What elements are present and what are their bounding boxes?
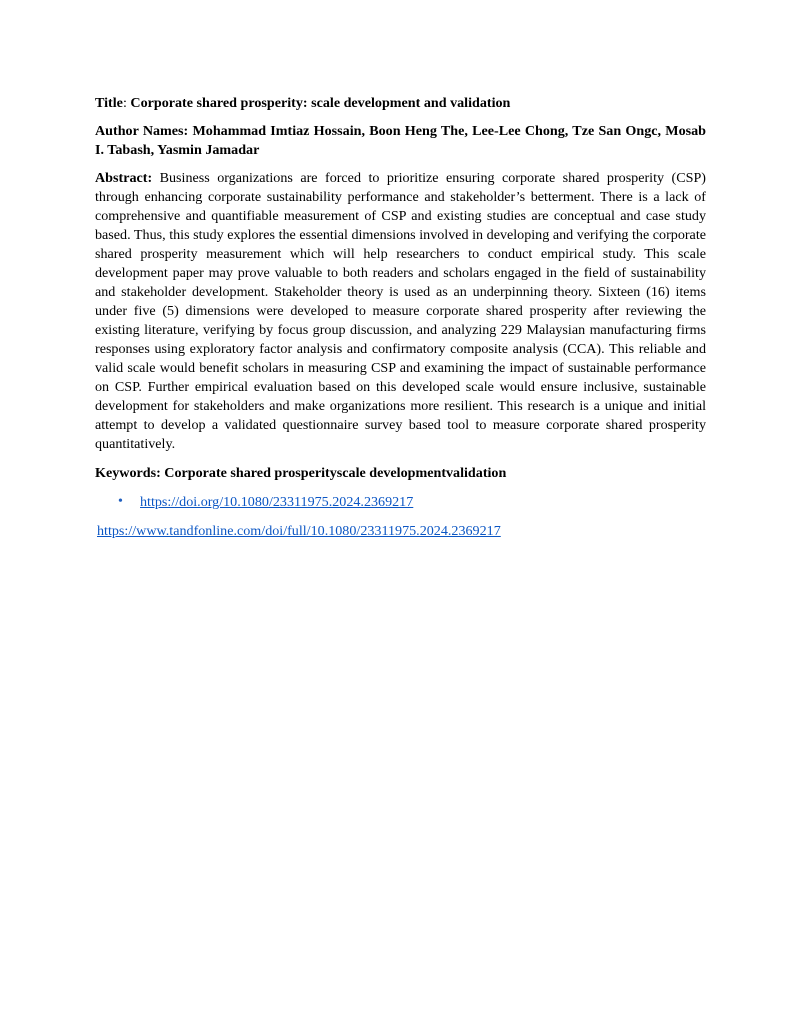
abstract-text: Business organizations are forced to prioritize ensuring corporate shared prosperity (CSP) through enhancing corporate sustainability performance and stakeholder’s betterment. There is a lack of comprehensive and quantifiable measurement of CSP and existing studies are conceptual and case study based. Thus, this study explores the essential dimensions involved in developing and verifying the corporate shared prosperity measurement which will help researchers to conduct empirical study. This scale development paper may prove valuable to both readers and scholars engaged in the field of sustainability and stakeholder development. Stakeholder theory is used as an underpinning theory. Sixteen (16) items under five (5) dimensions were developed to measure corporate shared prosperity after reviewing the existing literature, verifying by focus group discussion, and analyzing 229 Malaysian manufacturing firms responses using exploratory factor analysis and confirmatory composite analysis (CCA). This reliable and valid scale would benefit scholars in measuring CSP and examining the impact of sustainable performance on CSP. Further empirical evaluation based on this developed scale would ensure inclusive, sustainable development for stakeholders and make organizations more resilient. This research is a unique and initial attempt to develop a validated questionnaire survey based tool to measure corporate shared prosperity quantitatively. <box>95 170 706 452</box>
authors-list: Mohammad Imtiaz Hossain, Boon Heng The, Lee-Lee Chong, Tze San Ongc, Mosab I. Tabash, Yasmin Jamadar <box>95 123 706 158</box>
title-label: Title <box>95 95 123 111</box>
doi-link[interactable]: https://doi.org/10.1080/23311975.2024.2369217 <box>140 494 414 510</box>
authors-label: Author Names: <box>95 123 193 139</box>
keywords-label: Keywords: <box>95 465 165 481</box>
tandf-link-row <box>95 522 706 540</box>
abstract-paragraph <box>95 169 706 454</box>
keywords-value: Corporate shared prosperityscale developmentvalidation <box>164 465 507 481</box>
bullet-icon: • <box>118 494 123 509</box>
title-line <box>95 94 706 112</box>
keywords-line <box>95 464 706 482</box>
abstract-label: Abstract: <box>95 170 153 186</box>
doi-list-item <box>95 493 706 511</box>
authors-line <box>95 122 706 160</box>
document-body <box>95 94 706 540</box>
tandfonline-link[interactable]: https://www.tandfonline.com/doi/full/10.1080/23311975.2024.2369217 <box>97 523 501 539</box>
paper-title: Corporate shared prosperity: scale development and validation <box>130 95 511 111</box>
title-separator: : <box>122 95 131 111</box>
